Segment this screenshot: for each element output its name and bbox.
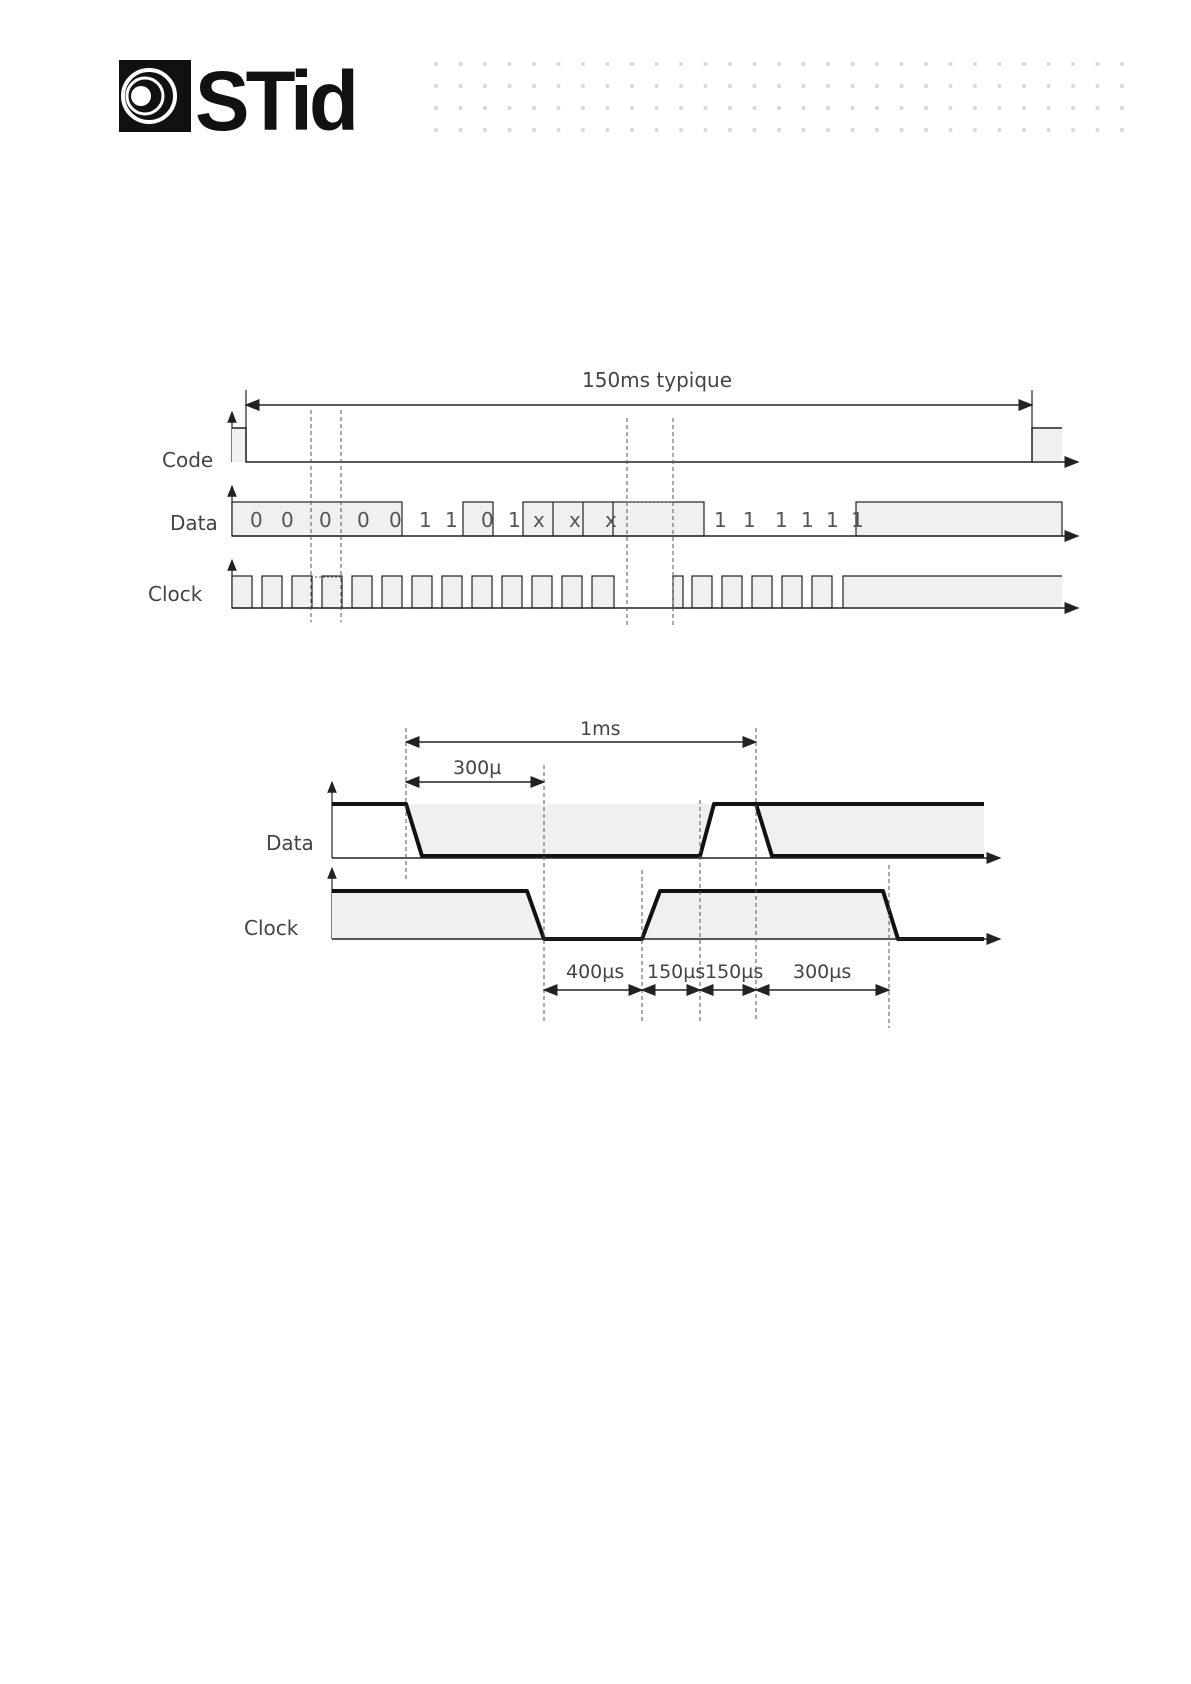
clock-pulse — [692, 576, 712, 608]
signal-label-data: Data — [170, 511, 218, 535]
clock-pulse — [232, 576, 252, 608]
clock-signal — [232, 560, 1078, 608]
data-bit: 0 — [281, 508, 294, 532]
clock-pulse — [782, 576, 802, 608]
data-bit: x — [569, 508, 581, 532]
signal-label-code: Code — [162, 448, 214, 472]
period-dimension — [246, 368, 1032, 462]
dim-300us: 300µs — [793, 961, 852, 983]
signal-label-clock-2: Clock — [244, 916, 299, 940]
clock-pulse — [532, 576, 552, 608]
code-signal — [232, 412, 1078, 462]
dim-150us-a: 150µs — [647, 961, 706, 983]
data-bit: 0 — [481, 508, 494, 532]
data-bit: x — [533, 508, 545, 532]
data-bit: x — [605, 508, 617, 532]
clock-pulse — [472, 576, 492, 608]
clock-pulse — [322, 576, 342, 608]
data-bit: 1 — [826, 508, 839, 532]
signal-label-clock: Clock — [148, 582, 203, 606]
dim-150us-b: 150µs — [705, 961, 764, 983]
clock-pulse — [412, 576, 432, 608]
data-bit: 1 — [851, 508, 864, 532]
data-bit: 0 — [319, 508, 332, 532]
clock-pulse — [592, 576, 614, 608]
clock-pulse — [673, 576, 683, 608]
clock-pulse — [442, 576, 462, 608]
data-bit: 1 — [743, 508, 756, 532]
dim-300u: 300µ — [453, 757, 502, 779]
clock-pulse — [812, 576, 832, 608]
period-label: 150ms typique — [582, 368, 733, 392]
data-bit: 1 — [508, 508, 521, 532]
clock-pulse — [292, 576, 312, 608]
data-bit: 1 — [801, 508, 814, 532]
signal-label-data-2: Data — [266, 831, 314, 855]
data-bit: 1 — [445, 508, 458, 532]
timing-diagram-2 — [244, 718, 1000, 1028]
logo-text: STid — [195, 58, 355, 136]
data-bit: 1 — [419, 508, 432, 532]
dim-1ms: 1ms — [580, 718, 621, 740]
dim-400us: 400µs — [566, 961, 625, 983]
data-bit: 1 — [714, 508, 727, 532]
clock-pulse — [722, 576, 742, 608]
clock-pulse — [262, 576, 282, 608]
data-bit: 0 — [357, 508, 370, 532]
data-bit: 0 — [389, 508, 402, 532]
clock-pulse — [562, 576, 582, 608]
data-bit: 0 — [250, 508, 263, 532]
clock-pulse — [382, 576, 402, 608]
clock-pulse — [502, 576, 522, 608]
data-signal — [232, 486, 1078, 536]
data-bit: 1 — [775, 508, 788, 532]
clock-pulse — [752, 576, 772, 608]
clock-pulse — [352, 576, 372, 608]
